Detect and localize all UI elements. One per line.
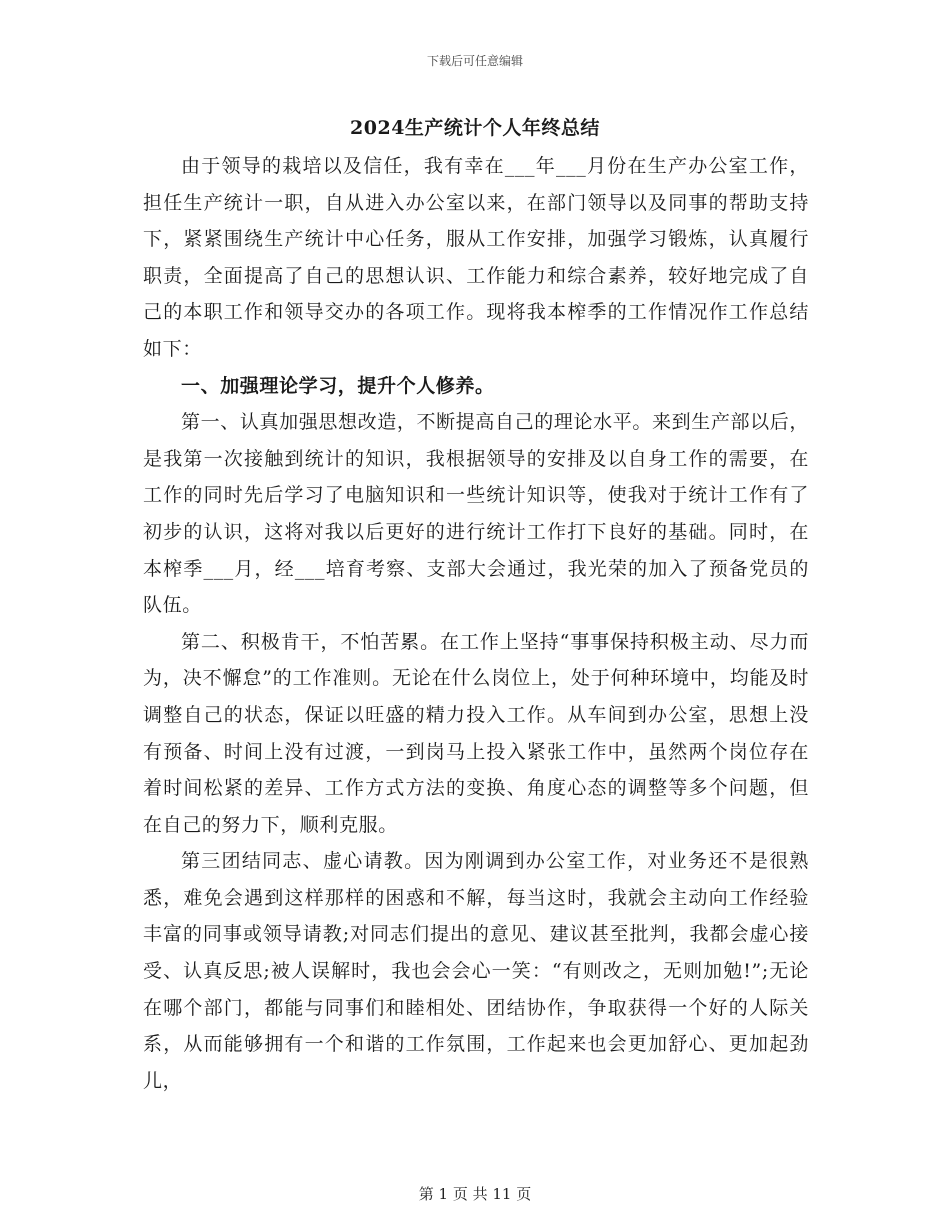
document-body xyxy=(143,148,809,1099)
paragraph-point-2: 第二、积极肯干，不怕苦累。在工作上坚持“事事保持积极主动、尽力而为，决不懈怠”的工作准则。无论在什么岗位上，处于何种环境中，均能及时调整自己的状态，保证以旺盛的精力投入工作。从车间到办公室，思想上没有预备、时间上没有过渡，一到岗马上投入紧张工作中，虽然两个岗位存在着时间松紧的差异、工作方式方法的变换、角度心态的调整等多个问题，但在自己的努力下，顺利克服。 xyxy=(143,630,809,836)
section-heading-1: 一、加强理论学习，提升个人修养。 xyxy=(181,374,495,397)
paragraph-point-1: 第一、认真加强思想改造，不断提高自己的理论水平。来到生产部以后，是我第一次接触到统计的知识，我根据领导的安排及以自身工作的需要，在工作的同时先后学习了电脑知识和一些统计知识等，使我对于统计工作有了初步的认识，这将对我以后更好的进行统计工作打下良好的基础。同时，在本榨季___月，经___培育考察、支部大会通过，我光荣的加入了预备党员的队伍。 xyxy=(143,411,809,617)
intro-paragraph: 由于领导的栽培以及信任，我有幸在___年___月份在生产办公室工作，担任生产统计一职，自从进入办公室以来，在部门领导以及同事的帮助支持下，紧紧围绕生产统计中心任务，服从工作安排，加强学习锻炼，认真履行职责，全面提高了自己的思想认识、工作能力和综合素养，较好地完成了自己的本职工作和领导交办的各项工作。现将我本榨季的工作情况作工作总结如下： xyxy=(143,155,809,360)
page-number-footer: 第 1 页 共 11 页 xyxy=(418,1185,532,1203)
page-header: 下载后可任意编辑 xyxy=(426,54,523,68)
paragraph-point-3: 第三团结同志、虚心请教。因为刚调到办公室工作，对业务还不是很熟悉，难免会遇到这样那样的困惑和不解，每当这时，我就会主动向工作经验丰富的同事或领导请教;对同志们提出的意见、建议甚至批判，我都会虚心接受、认真反思;被人误解时，我也会会心一笑：“有则改之，无则加勉!”;无论在哪个部门，都能与同事们和睦相处、团结协作，争取获得一个好的人际关系，从而能够拥有一个和谐的工作氛围，工作起来也会更加舒心、更加起劲儿， xyxy=(143,850,809,1092)
document-title: 2024生产统计个人年终总结 xyxy=(350,117,600,139)
